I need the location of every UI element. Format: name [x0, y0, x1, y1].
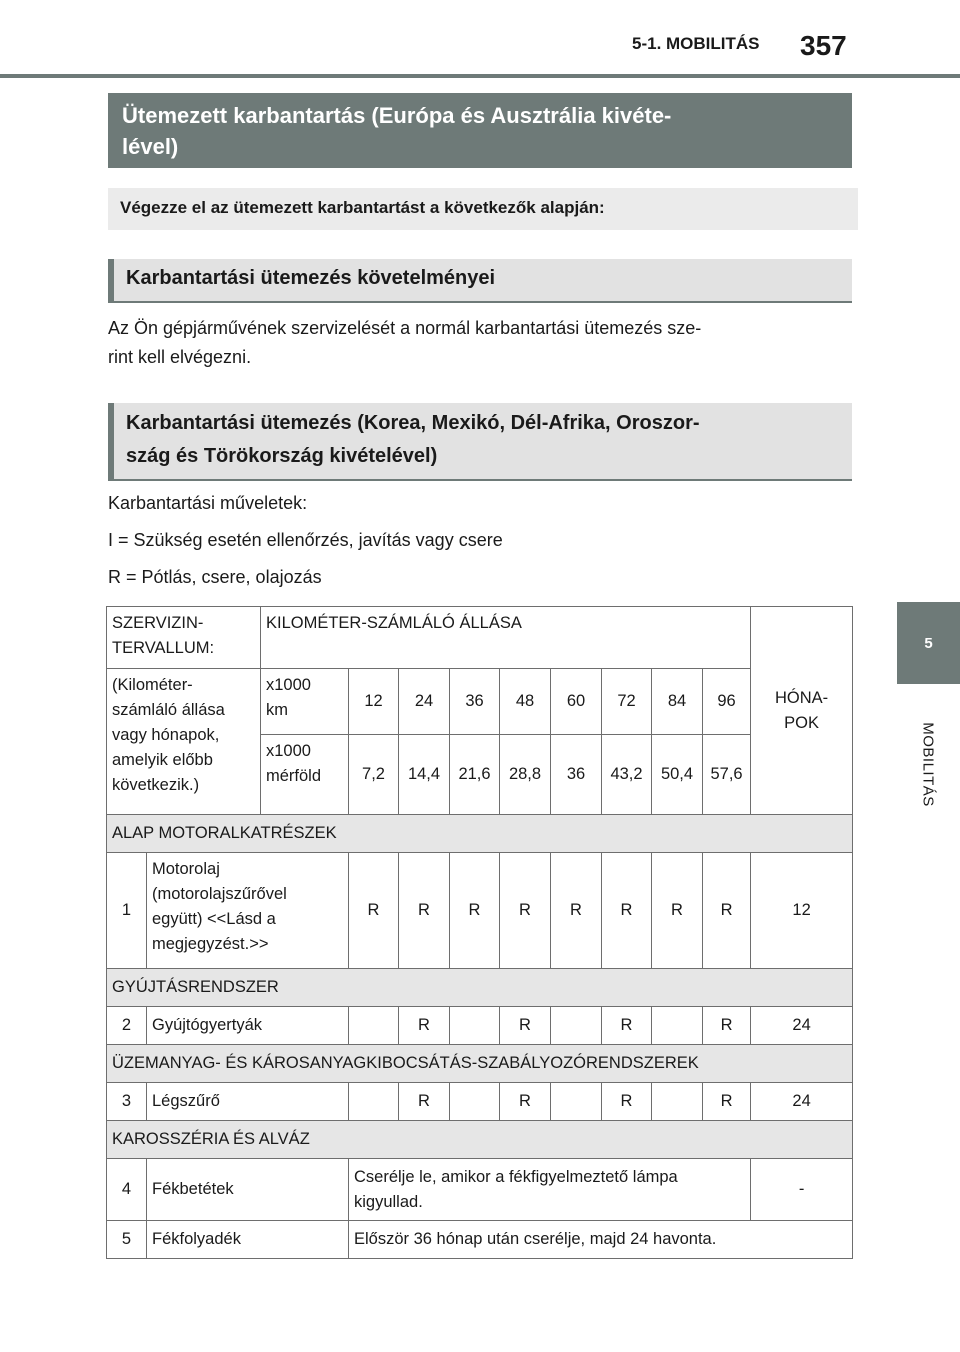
- paragraph-intro-line-1: Az Ön gépjárművének szervizelését a normál karbantartási ütemezés sze-: [108, 318, 702, 338]
- row-number: 1: [107, 853, 147, 969]
- interval-note-line-4: amelyik előbb: [112, 751, 213, 769]
- section-body-chassis: KAROSSZÉRIA ÉS ALVÁZ: [107, 1121, 853, 1159]
- months-header-line-2: POK: [784, 713, 819, 732]
- item-engine-oil-line-3: együtt) <<Lásd a: [152, 910, 276, 928]
- intro-box: Végezze el az ütemezett karbantartást a következők alapján:: [108, 188, 858, 230]
- km-value: 96: [703, 669, 751, 735]
- brake-fluid-instruction: Először 36 hónap után cserélje, majd 24 havonta.: [349, 1221, 853, 1259]
- mile-value: 57,6: [703, 735, 751, 815]
- legend-inspect: I = Szükség esetén ellenőrzés, javítás vagy csere: [108, 530, 503, 550]
- section-fuel-emission: ÜZEMANYAG- ÉS KÁROSANYAGKIBOCSÁTÁS-SZABÁLYOZÓRENDSZEREK: [107, 1045, 853, 1083]
- subheading-schedule-line-1: Karbantartási ütemezés (Korea, Mexikó, Dél-Afrika, Oroszor-: [126, 412, 700, 434]
- km-value: 72: [602, 669, 652, 735]
- paragraph-intro-line-2: rint kell elvégezni.: [108, 347, 252, 367]
- months-value: -: [751, 1159, 853, 1221]
- interval-header: [107, 607, 261, 669]
- schedule-mark: [349, 1083, 399, 1121]
- mile-value: 14,4: [399, 735, 450, 815]
- months-value: 12: [751, 853, 853, 969]
- schedule-mark: R: [602, 1007, 652, 1045]
- operations-label: Karbantartási műveletek:: [108, 493, 308, 513]
- item-engine-oil: [147, 853, 349, 969]
- section-engine: ALAP MOTORALKATRÉSZEK: [107, 815, 853, 853]
- km-unit-line-1: x1000: [266, 676, 311, 694]
- mile-unit: [261, 735, 349, 815]
- section-ignition: GYÚJTÁSRENDSZER: [107, 969, 853, 1007]
- km-value: 24: [399, 669, 450, 735]
- months-header-line-1: HÓNA-: [774, 688, 829, 707]
- months-header: [751, 607, 853, 815]
- schedule-mark: R: [500, 1083, 551, 1121]
- title-line-1: Ütemezett karbantartás (Európa és Ausztrália kivéte-: [122, 103, 672, 128]
- interval-note-line-5: következik.): [112, 776, 200, 794]
- item-engine-oil-line-1: Motorolaj: [152, 860, 220, 878]
- mile-unit-line-1: x1000: [266, 742, 311, 760]
- subheading-schedule-line-2: szág és Törökország kivételével): [126, 445, 438, 467]
- schedule-mark: R: [399, 1007, 450, 1045]
- maintenance-schedule-table: [106, 606, 853, 1259]
- subheading-schedule: [108, 403, 852, 481]
- mile-value: 21,6: [450, 735, 500, 815]
- brake-pads-instruction-line-1: Cserélje le, amikor a fékfigyelmeztető lámpa: [354, 1167, 678, 1186]
- item-spark-plugs: Gyújtógyertyák: [147, 1007, 349, 1045]
- schedule-mark: R: [500, 1007, 551, 1045]
- mile-unit-line-2: mérföld: [266, 767, 322, 785]
- schedule-mark: R: [602, 1083, 652, 1121]
- header-rule: [0, 74, 960, 78]
- mile-value: 43,2: [602, 735, 652, 815]
- mile-value: 28,8: [500, 735, 551, 815]
- interval-note-line-3: vagy hónapok,: [112, 726, 220, 744]
- title-line-2: lével): [122, 134, 179, 159]
- interval-note-line-1: (Kilométer-: [112, 676, 193, 694]
- mile-value: 7,2: [349, 735, 399, 815]
- chapter-tab: [897, 602, 960, 684]
- km-unit-line-2: km: [266, 701, 288, 719]
- interval-note: [107, 669, 261, 815]
- schedule-mark: R: [399, 1083, 450, 1121]
- paragraph-intro: [108, 314, 848, 372]
- schedule-mark: [551, 1007, 602, 1045]
- item-brake-pads: Fékbetétek: [147, 1159, 349, 1221]
- row-number: 2: [107, 1007, 147, 1045]
- schedule-mark: [349, 1007, 399, 1045]
- row-number: 3: [107, 1083, 147, 1121]
- brake-pads-instruction-line-2: kigyullad.: [354, 1192, 423, 1211]
- schedule-mark: R: [703, 853, 751, 969]
- schedule-mark: R: [703, 1007, 751, 1045]
- schedule-mark: R: [349, 853, 399, 969]
- months-value: 24: [751, 1083, 853, 1121]
- km-value: 12: [349, 669, 399, 735]
- schedule-mark: R: [450, 853, 500, 969]
- interval-header-line-1: SZERVIZIN-: [112, 614, 204, 632]
- schedule-mark: [652, 1083, 703, 1121]
- interval-header-line-2: TERVALLUM:: [112, 639, 215, 657]
- page-number: 357: [800, 30, 847, 61]
- months-value: 24: [751, 1007, 853, 1045]
- km-unit: [261, 669, 349, 735]
- interval-note-line-2: számláló állása: [112, 701, 225, 719]
- schedule-mark: R: [500, 853, 551, 969]
- brake-pads-instruction: [349, 1159, 751, 1221]
- km-value: 84: [652, 669, 703, 735]
- item-engine-oil-line-2: (motorolajszűrővel: [152, 885, 287, 903]
- item-brake-fluid: Fékfolyadék: [147, 1221, 349, 1259]
- km-value: 60: [551, 669, 602, 735]
- schedule-mark: R: [703, 1083, 751, 1121]
- schedule-mark: R: [399, 853, 450, 969]
- legend-replace: R = Pótlás, csere, olajozás: [108, 567, 322, 587]
- mile-value: 36: [551, 735, 602, 815]
- subheading-requirements: Karbantartási ütemezés követelményei: [108, 259, 852, 303]
- km-value: 48: [500, 669, 551, 735]
- km-value: 36: [450, 669, 500, 735]
- row-number: 4: [107, 1159, 147, 1221]
- schedule-mark: [551, 1083, 602, 1121]
- item-engine-oil-line-4: megjegyzést.>>: [152, 935, 269, 953]
- chapter-number: 5: [924, 634, 933, 652]
- schedule-mark: R: [602, 853, 652, 969]
- schedule-mark: R: [551, 853, 602, 969]
- odometer-header: KILOMÉTER-SZÁMLÁLÓ ÁLLÁSA: [261, 607, 751, 669]
- chapter-side-label: MOBILITÁS: [919, 722, 937, 807]
- schedule-mark: [652, 1007, 703, 1045]
- schedule-mark: [450, 1007, 500, 1045]
- schedule-mark: [450, 1083, 500, 1121]
- row-number: 5: [107, 1221, 147, 1259]
- mile-value: 50,4: [652, 735, 703, 815]
- title-box: [108, 93, 852, 168]
- header-section-title: 5-1. MOBILITÁS: [632, 34, 760, 53]
- schedule-mark: R: [652, 853, 703, 969]
- item-air-filter: Légszűrő: [147, 1083, 349, 1121]
